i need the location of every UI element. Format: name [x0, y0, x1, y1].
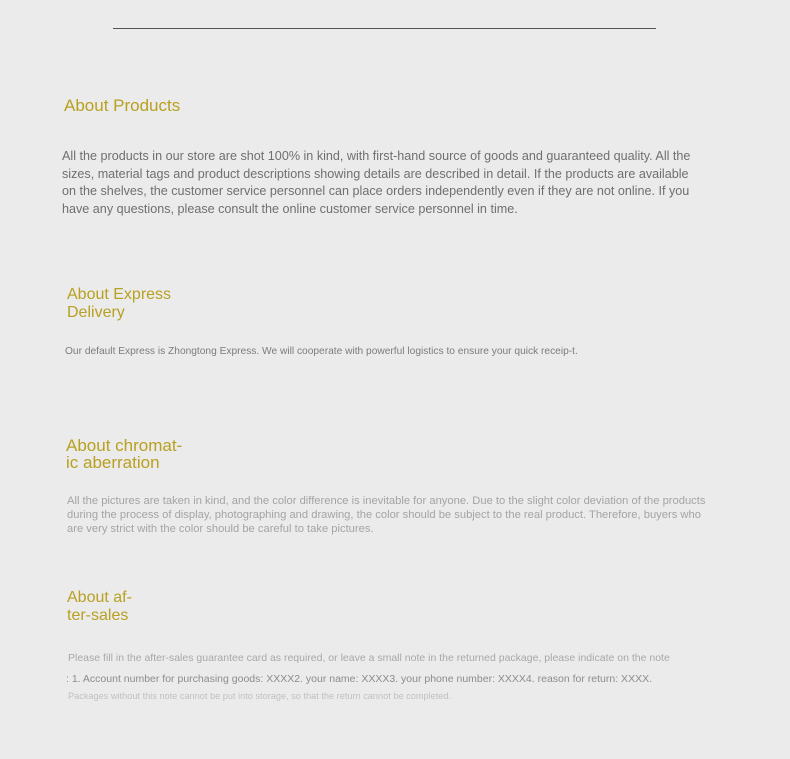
- section-body-express: Our default Express is Zhongtong Express. We will cooperate with powerful logistics to ensure your quick receip-t.: [65, 346, 578, 357]
- section-title-products: About Products: [64, 96, 181, 115]
- after-sales-line-2: : 1. Account number for purchasing goods: XXXX2. your name: XXXX3. your phone number: XXXX4. reason for return: XXXX.: [66, 673, 652, 685]
- top-divider: [113, 28, 656, 29]
- after-sales-line-1: Please fill in the after-sales guarantee card as required, or leave a small note in the returned package, please indicate on the note: [68, 652, 670, 664]
- section-title-after-sales: About af- ter-sales: [67, 589, 132, 624]
- section-body-chromatic: All the pictures are taken in kind, and the color difference is inevitable for anyone. Due to the slight color deviation of the products during the process of display, photographing and drawing, the color should be subject to the real product. Therefore, buyers who are very strict with the color should be careful to take pictures.: [67, 495, 706, 535]
- after-sales-line-3: Packages without this note cannot be put into storage, so that the return cannot be completed.: [68, 691, 452, 701]
- section-title-chromatic: About chromat- ic aberration: [66, 436, 183, 472]
- section-title-express: About Express Delivery: [67, 286, 172, 321]
- section-body-products: All the products in our store are shot 100% in kind, with first-hand source of goods and guaranteed quality. All the sizes, material tags and product descriptions showing details are described in detail. If the products are available on the shelves, the customer service personnel can place orders independently even if they are not online. If you have any questions, please consult the online customer service personnel in time.: [62, 149, 691, 217]
